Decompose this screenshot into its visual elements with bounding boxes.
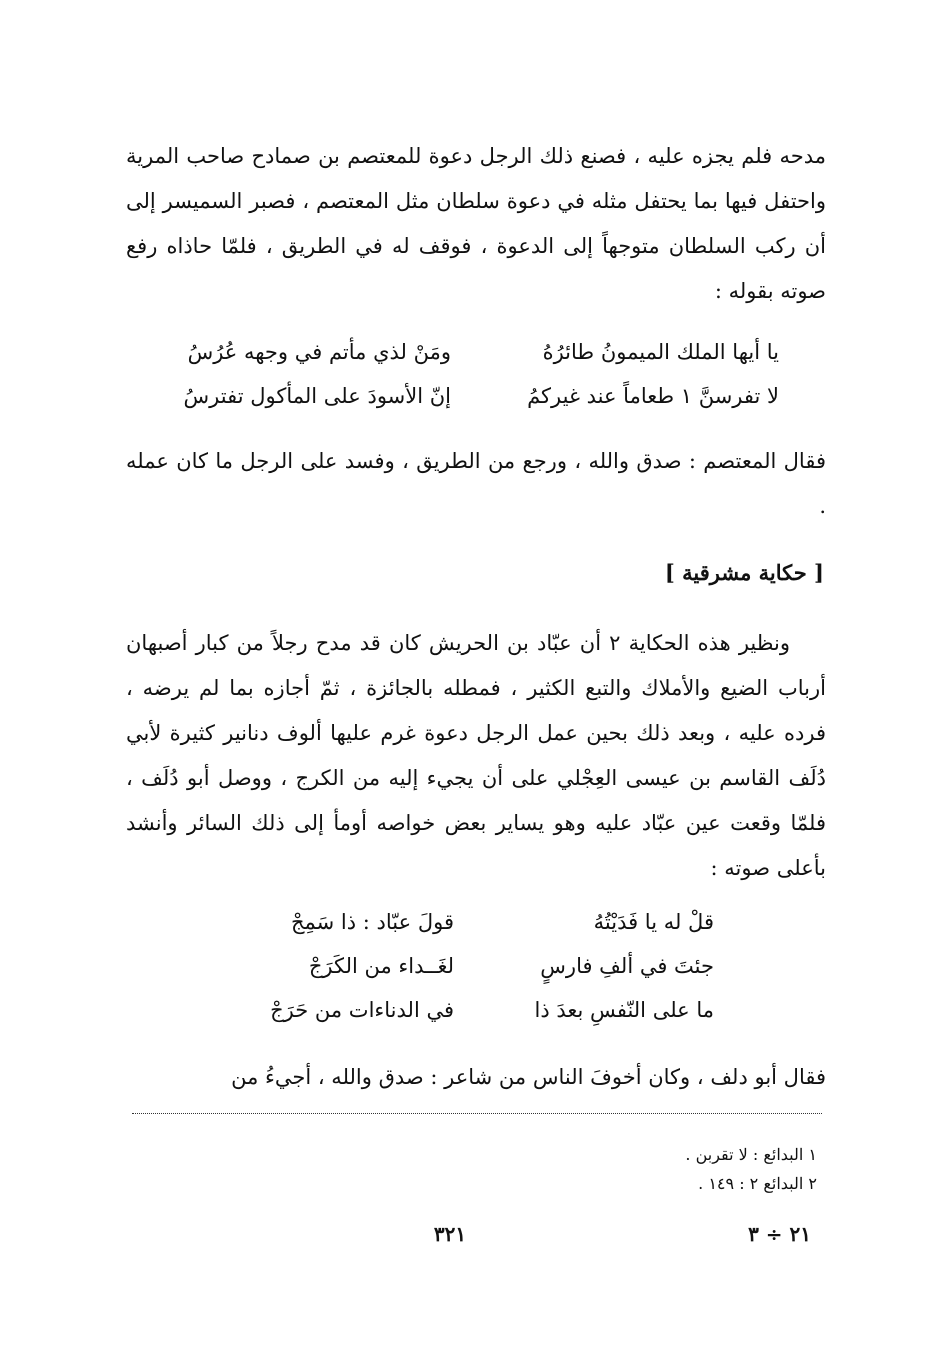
footnote-item: ٢ البدائع ٢ : ١٤٩ . — [698, 1174, 817, 1193]
verse-second-hemistich: إنّ الأسودَ على المأكول تفترسُ — [183, 384, 451, 408]
verse-line — [234, 900, 714, 944]
verse-second-hemistich: قولَ عبّاد : ذا سَمِجْ — [290, 910, 454, 934]
paragraph-intro — [126, 134, 826, 314]
verse-block-second — [234, 900, 714, 1032]
section-heading: [ حكاية مشرقية ] — [664, 560, 824, 585]
paragraph-closing — [126, 1055, 826, 1100]
verse-line — [161, 374, 779, 418]
verse-first-hemistich: ما على النّفسِ بعدَ ذا — [534, 998, 714, 1022]
verse-second-hemistich: ومَنْ لذي مأتم في وجهه عُرُسُ — [187, 340, 451, 364]
footnote-separator — [132, 1113, 822, 1114]
verse-second-hemistich: في الدناءات من حَرَجْ — [270, 998, 454, 1022]
paragraph-text: ونظير هذه الحكاية ٢ أن عبّاد بن الحريش كان قد مدح رجلاً من كبار أصبهان أرباب الضيع والأملاك والتبع الكثير ، فمطله بالجائزة ، ثمّ أجازه بما لم يرضه ، فرده عليه ، وبعد ذلك بحين عمل الرجل دعوة غرم عليها ألوف دنانير كثيرة لأبي دُلَف القاسم بن عيسى العِجْلي على أن يجيء إليه من الكرج ، ووصل أبو دُلَف ، فلمّا وقعت عين عبّاد عليه وهو يساير بعض خواصه أومأ إلى ذلك السائر وأنشد بأعلى صوته : — [126, 631, 826, 880]
paragraph-response — [126, 439, 826, 529]
verse-first-hemistich: لا تفرسنَّ ١ طعاماً عند غيركمُ — [527, 384, 779, 408]
signature-mark: ٢١ ÷ ٣ — [748, 1222, 811, 1246]
footnotes — [685, 1140, 817, 1198]
verse-first-hemistich: قلْ له يا فَدَيْتُهُ — [593, 910, 714, 934]
paragraph-text: مدحه فلم يجزه عليه ، فصنع ذلك الرجل دعوة للمعتصم بن صمادح صاحب المرية واحتفل فيها بما يحتفل مثله في دعوة سلطان مثل المعتصم ، فصبر السميسر إلى أن ركب السلطان متوجهاً إلى الدعوة ، فوقف له في الطريق ، فلمّا حاذاه رفع صوته بقوله : — [126, 144, 826, 303]
verse-line — [161, 330, 779, 374]
footnote-item: ١ البدائع : لا تقربن . — [685, 1145, 817, 1164]
paragraph-story — [126, 621, 826, 891]
verse-block-first — [161, 330, 779, 418]
page-number: ٣٢١ — [433, 1222, 467, 1246]
paragraph-text: فقال المعتصم : صدق والله ، ورجع من الطريق ، وفسد على الرجل ما كان عمله . — [126, 449, 826, 518]
verse-line — [234, 944, 714, 988]
paragraph-text: فقال أبو دلف ، وكان أخوفَ الناس من شاعر : صدق والله ، أجيءُ من — [231, 1065, 826, 1089]
verse-line — [234, 988, 714, 1032]
verse-second-hemistich: لغَــداء من الكَرَجْ — [308, 954, 454, 978]
verse-first-hemistich: جئتَ في ألفِ فارسٍ — [540, 954, 714, 978]
verse-first-hemistich: يا أيها الملك الميمونُ طائرُهُ — [542, 340, 779, 364]
